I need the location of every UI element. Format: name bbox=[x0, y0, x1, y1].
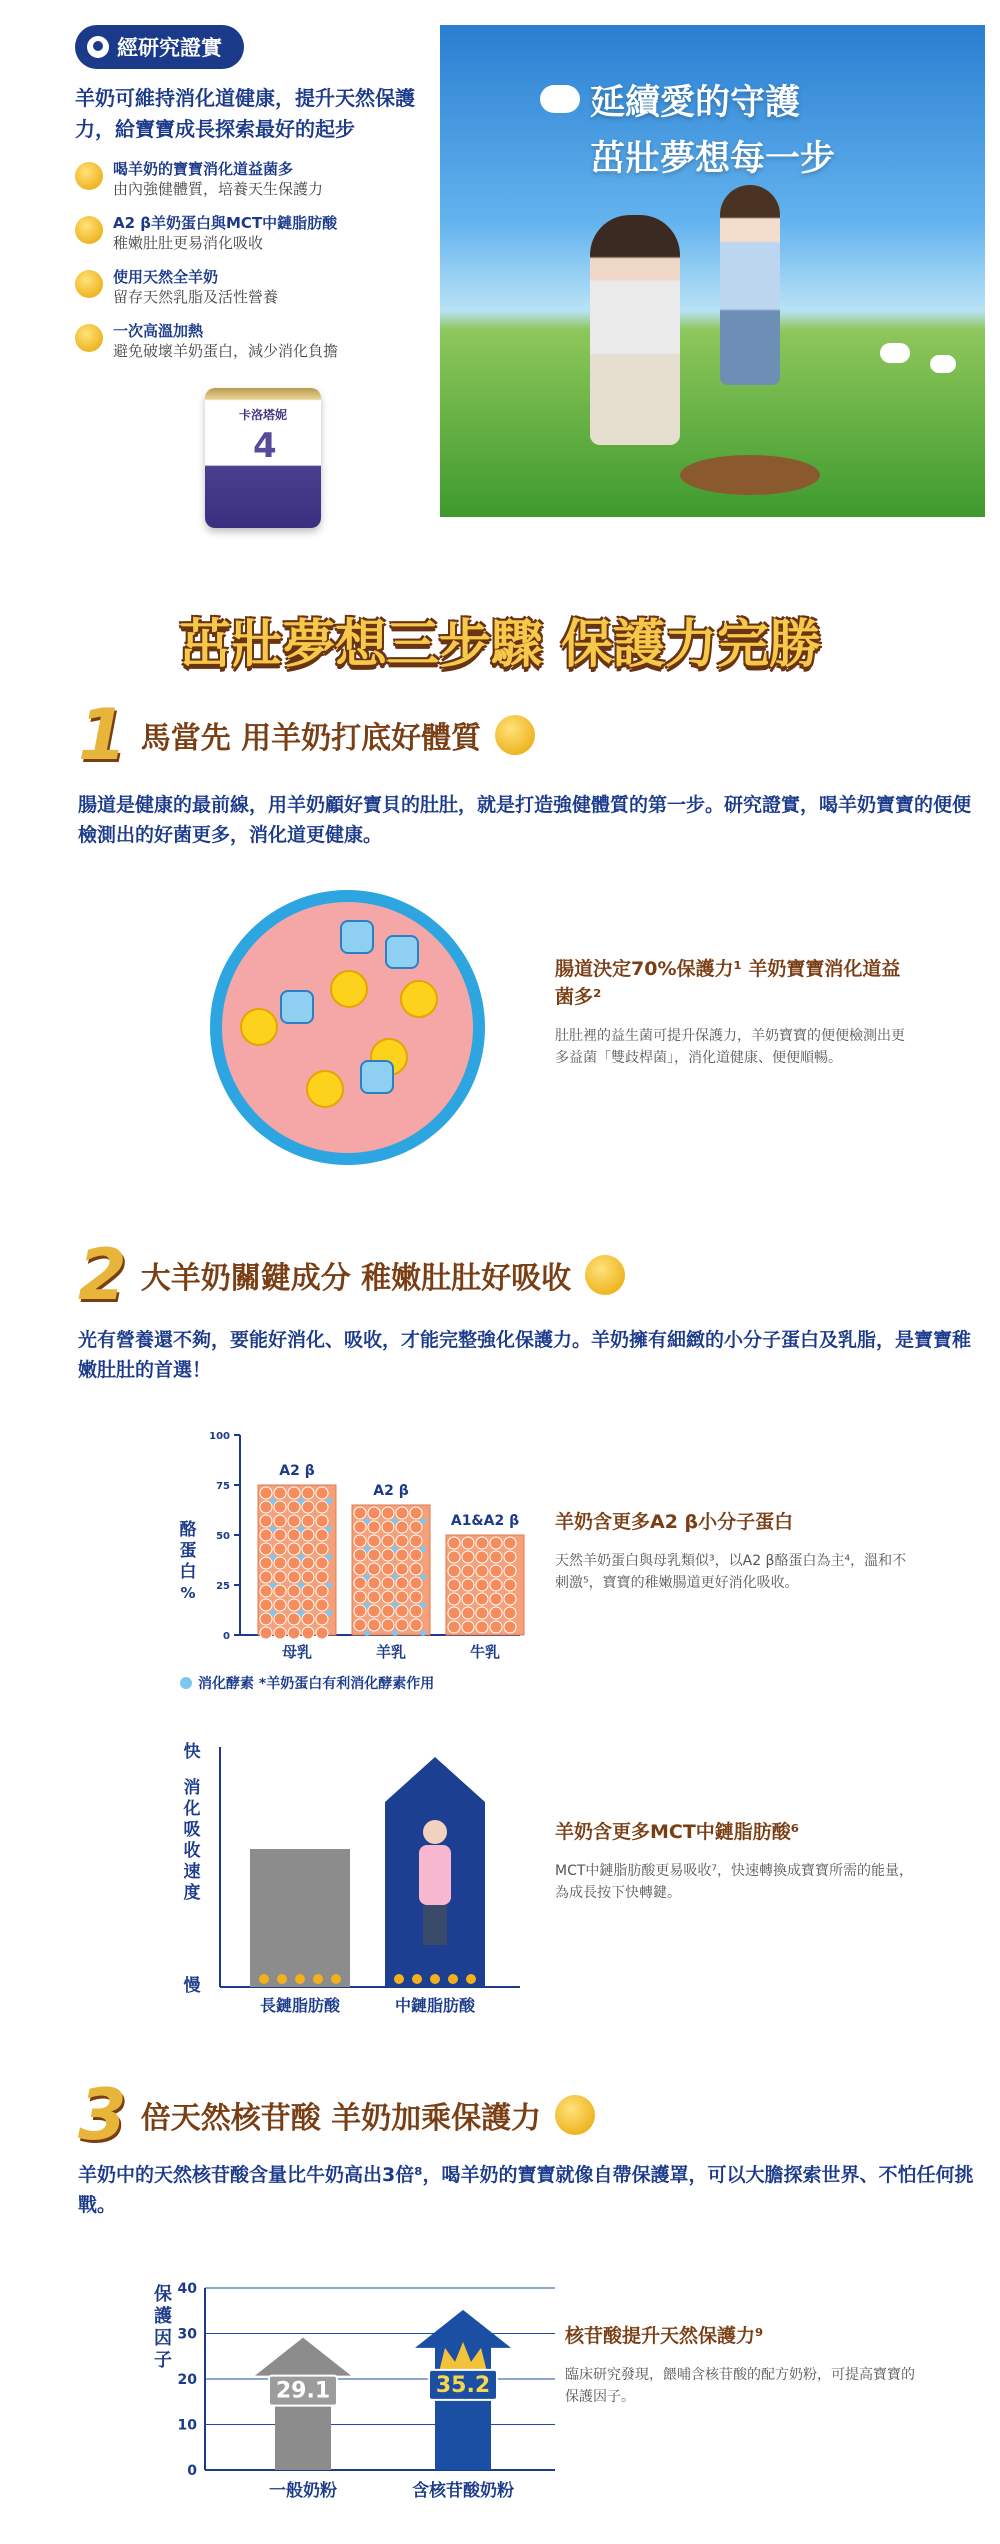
bead bbox=[260, 1543, 272, 1555]
girl-figure bbox=[423, 1905, 447, 1945]
fat-bead bbox=[295, 1974, 305, 1984]
bead bbox=[274, 1487, 286, 1499]
bead bbox=[260, 1613, 272, 1625]
bead bbox=[410, 1591, 422, 1603]
shield-icon bbox=[75, 162, 103, 190]
y-tick-label: 0 bbox=[223, 1631, 230, 1642]
bead bbox=[354, 1563, 366, 1575]
bead bbox=[448, 1537, 460, 1549]
section-number: 2 bbox=[78, 1234, 127, 1316]
legend-text: 消化酵素 *羊奶蛋白有利消化酵素作用 bbox=[198, 1676, 435, 1692]
bead bbox=[288, 1543, 300, 1555]
bead bbox=[462, 1551, 474, 1563]
bead bbox=[274, 1501, 286, 1513]
fat-bead bbox=[466, 1974, 476, 1984]
side-title: 核苷酸提升天然保護力⁹ bbox=[565, 2325, 764, 2347]
enzyme-dot bbox=[420, 1602, 426, 1608]
moon-icon bbox=[87, 36, 109, 58]
feature-title: 使用天然全羊奶 bbox=[113, 268, 219, 286]
intestine-icon bbox=[75, 216, 103, 244]
y-axis-label: 蛋 bbox=[179, 1541, 197, 1561]
bead bbox=[274, 1571, 286, 1583]
bead bbox=[504, 1551, 516, 1563]
hero-intro: 羊奶可維持消化道健康，提升天然保護力，給寶寶成長探索最好的起步 bbox=[75, 86, 415, 141]
bead bbox=[316, 1515, 328, 1527]
y-axis-bottom-label: 慢 bbox=[183, 1976, 201, 1996]
intestine-illustration bbox=[210, 890, 485, 1165]
bead bbox=[274, 1529, 286, 1541]
feature-item bbox=[75, 321, 445, 361]
bead bbox=[462, 1565, 474, 1577]
enzyme-dot bbox=[298, 1526, 304, 1532]
section2-desc: 光有營養還不夠，要能好消化、吸收，才能完整強化保護力。羊奶擁有細緻的小分子蛋白及乳脂，是寶寶稚嫩肚肚的首選！ bbox=[78, 1329, 972, 1381]
casein-chart bbox=[170, 1425, 540, 1705]
bead bbox=[354, 1535, 366, 1547]
enzyme-dot bbox=[270, 1554, 276, 1560]
can-brand: 卡洛塔妮 bbox=[238, 408, 287, 422]
bead bbox=[368, 1507, 380, 1519]
y-axis-label: 速 bbox=[183, 1862, 201, 1882]
x-tick-label: 牛乳 bbox=[469, 1643, 501, 1661]
side-desc: 肚肚裡的益生菌可提升保護力，羊奶寶寶的便便檢測出更多益菌「雙歧桿菌」，消化道健康、便便順暢。 bbox=[555, 1028, 905, 1066]
bead bbox=[410, 1563, 422, 1575]
fat-bead bbox=[331, 1974, 341, 1984]
section-title: 馬當先 用羊奶打底好體質 bbox=[140, 721, 482, 756]
bead bbox=[354, 1577, 366, 1589]
enzyme-dot bbox=[392, 1518, 398, 1524]
bead bbox=[260, 1487, 272, 1499]
enzyme-dot bbox=[270, 1582, 276, 1588]
bead bbox=[368, 1591, 380, 1603]
bead bbox=[396, 1535, 408, 1547]
feature-title: 一次高溫加熱 bbox=[113, 322, 204, 340]
bead bbox=[382, 1549, 394, 1561]
y-tick-label: 20 bbox=[177, 2372, 197, 2388]
bead bbox=[504, 1579, 516, 1591]
research-badge bbox=[75, 25, 244, 69]
bacteria-icon bbox=[306, 1070, 344, 1108]
enzyme-dot bbox=[326, 1498, 332, 1504]
side-title: 羊奶含更多A2 β小分子蛋白 bbox=[555, 1511, 794, 1533]
bead bbox=[302, 1627, 314, 1639]
bead bbox=[288, 1627, 300, 1639]
bead bbox=[316, 1571, 328, 1583]
y-tick-label: 25 bbox=[216, 1581, 230, 1592]
enzyme-dot bbox=[364, 1574, 370, 1580]
fat-bead bbox=[277, 1974, 287, 1984]
y-axis-top-label: 快 bbox=[183, 1742, 201, 1762]
bead bbox=[260, 1627, 272, 1639]
bead bbox=[396, 1591, 408, 1603]
enzyme-dot bbox=[364, 1518, 370, 1524]
bead bbox=[302, 1557, 314, 1569]
hero-image bbox=[440, 25, 985, 517]
bead bbox=[260, 1585, 272, 1597]
enzyme-dot bbox=[364, 1602, 370, 1608]
feature-desc: 由內強健體質，培養天生保護力 bbox=[113, 180, 324, 198]
bead bbox=[288, 1613, 300, 1625]
bacteria-icon bbox=[495, 715, 535, 755]
feature-desc: 避免破壞羊奶蛋白，減少消化負擔 bbox=[113, 342, 339, 360]
bead bbox=[382, 1577, 394, 1589]
bead bbox=[354, 1605, 366, 1617]
girl-figure bbox=[423, 1820, 447, 1844]
bar-label: A2 β bbox=[279, 1463, 315, 1479]
enzyme-dot bbox=[392, 1574, 398, 1580]
y-tick-label: 100 bbox=[209, 1431, 230, 1442]
bead bbox=[260, 1571, 272, 1583]
bead bbox=[410, 1535, 422, 1547]
section-number: 1 bbox=[78, 694, 127, 776]
bead bbox=[462, 1579, 474, 1591]
y-axis-label: 護 bbox=[154, 2306, 172, 2327]
bead bbox=[476, 1593, 488, 1605]
bead bbox=[410, 1507, 422, 1519]
tree-stump bbox=[680, 455, 820, 495]
enzyme-dot bbox=[298, 1498, 304, 1504]
virus-icon bbox=[360, 1060, 394, 1094]
bacteria-icon bbox=[400, 980, 438, 1018]
section2-side1 bbox=[555, 1508, 915, 1594]
bead bbox=[288, 1585, 300, 1597]
enzyme-dot bbox=[298, 1582, 304, 1588]
y-tick-label: 40 bbox=[177, 2281, 197, 2297]
bead bbox=[476, 1607, 488, 1619]
bead bbox=[274, 1599, 286, 1611]
heart-icon bbox=[75, 324, 103, 352]
virus-icon bbox=[340, 920, 374, 954]
section3-header bbox=[78, 2074, 595, 2156]
x-tick-label: 一般奶粉 bbox=[269, 2481, 337, 2501]
section2-side2 bbox=[555, 1818, 915, 1904]
bead bbox=[448, 1551, 460, 1563]
value-label: 29.1 bbox=[275, 2378, 331, 2404]
bead bbox=[288, 1571, 300, 1583]
y-tick-label: 30 bbox=[177, 2326, 197, 2343]
bead bbox=[260, 1515, 272, 1527]
enzyme-dot bbox=[392, 1630, 398, 1636]
bead bbox=[410, 1549, 422, 1561]
bead bbox=[396, 1577, 408, 1589]
fat-bead bbox=[259, 1974, 269, 1984]
bead bbox=[302, 1515, 314, 1527]
y-axis-label: 化 bbox=[183, 1799, 201, 1819]
bead bbox=[462, 1607, 474, 1619]
value-label: 35.2 bbox=[435, 2372, 491, 2398]
bead bbox=[368, 1521, 380, 1533]
y-tick-label: 10 bbox=[177, 2417, 197, 2434]
bead bbox=[462, 1621, 474, 1633]
bacteria-icon bbox=[330, 970, 368, 1008]
bead bbox=[382, 1619, 394, 1631]
enzyme-dot bbox=[392, 1602, 398, 1608]
enzyme-dot bbox=[392, 1546, 398, 1552]
fatty-acid-chart bbox=[170, 1735, 540, 2025]
bead bbox=[490, 1579, 502, 1591]
section1-side bbox=[555, 955, 915, 1069]
main-title: 茁壯夢想三步驟 保護力完勝 bbox=[178, 615, 822, 675]
bead bbox=[316, 1529, 328, 1541]
bead bbox=[274, 1613, 286, 1625]
bead bbox=[260, 1529, 272, 1541]
enzyme-dot bbox=[326, 1610, 332, 1616]
bead bbox=[288, 1529, 300, 1541]
enzyme-dot bbox=[326, 1526, 332, 1532]
section-title: 倍天然核苷酸 羊奶加乘保護力 bbox=[140, 2101, 542, 2136]
bead bbox=[490, 1607, 502, 1619]
bead bbox=[368, 1577, 380, 1589]
enzyme-dot bbox=[270, 1526, 276, 1532]
milk-drop-icon bbox=[75, 270, 103, 298]
bead bbox=[274, 1515, 286, 1527]
section1-desc: 腸道是健康的最前線，用羊奶顧好寶貝的肚肚，就是打造強健體質的第一步。研究證實，喝羊奶寶寶的便便檢測出的好菌更多，消化道更健康。 bbox=[78, 794, 972, 846]
bead bbox=[274, 1557, 286, 1569]
hero-title-line2: 茁壯夢想每一步 bbox=[590, 139, 836, 179]
bead bbox=[260, 1501, 272, 1513]
bead bbox=[354, 1521, 366, 1533]
virus-icon bbox=[385, 935, 419, 969]
bead bbox=[274, 1543, 286, 1555]
bead bbox=[302, 1571, 314, 1583]
section-title: 大羊奶關鍵成分 稚嫩肚肚好吸收 bbox=[140, 1261, 572, 1296]
enzyme-dot bbox=[420, 1546, 426, 1552]
side-desc: 天然羊奶蛋白與母乳類似³，以A2 β酪蛋白為主⁴，溫和不刺激⁵，寶寶的稚嫩腸道更好消化吸收。 bbox=[555, 1553, 907, 1591]
y-axis-label: 度 bbox=[183, 1883, 201, 1903]
x-tick-label: 含核苷酸奶粉 bbox=[412, 2481, 514, 2501]
fat-bead bbox=[412, 1974, 422, 1984]
bead bbox=[368, 1605, 380, 1617]
y-axis-label: 白 bbox=[179, 1562, 197, 1582]
badge-label: 經研究證實 bbox=[117, 36, 222, 60]
bead bbox=[368, 1619, 380, 1631]
enzyme-legend-icon bbox=[180, 1677, 192, 1689]
bead bbox=[396, 1507, 408, 1519]
bead bbox=[410, 1619, 422, 1631]
side-desc: MCT中鏈脂肪酸更易吸收⁷，快速轉換成寶寶所需的能量，為成長按下快轉鍵。 bbox=[555, 1863, 914, 1901]
bead bbox=[288, 1501, 300, 1513]
bead bbox=[396, 1563, 408, 1575]
enzyme-dot bbox=[298, 1554, 304, 1560]
x-tick-label: 母乳 bbox=[281, 1643, 313, 1661]
bead bbox=[490, 1537, 502, 1549]
x-tick-label: 長鏈脂肪酸 bbox=[259, 1996, 341, 2015]
y-axis-label: 收 bbox=[183, 1841, 201, 1861]
virus-icon bbox=[280, 990, 314, 1024]
y-axis-label: 酪 bbox=[179, 1520, 197, 1540]
feature-item bbox=[75, 267, 445, 307]
bead bbox=[490, 1551, 502, 1563]
bead bbox=[504, 1565, 516, 1577]
y-axis-label: 保 bbox=[154, 2284, 172, 2305]
side-title: 腸道決定70%保護力¹ 羊奶寶寶消化道益菌多² bbox=[555, 958, 901, 1008]
y-axis-label: 消 bbox=[183, 1778, 201, 1798]
bead bbox=[490, 1565, 502, 1577]
section3-side bbox=[565, 2322, 925, 2408]
section2-header bbox=[78, 1234, 625, 1316]
bead bbox=[274, 1627, 286, 1639]
shield-icon bbox=[555, 2095, 595, 2135]
bead bbox=[316, 1487, 328, 1499]
bacteria-icon bbox=[240, 1008, 278, 1046]
bead bbox=[396, 1619, 408, 1631]
side-desc: 臨床研究發現，餵哺含核苷酸的配方奶粉，可提高寶寶的保護因子。 bbox=[565, 2367, 915, 2405]
bead bbox=[302, 1599, 314, 1611]
bar-label: A2 β bbox=[373, 1483, 409, 1499]
girl-figure bbox=[419, 1845, 451, 1905]
bead bbox=[448, 1565, 460, 1577]
bead bbox=[302, 1529, 314, 1541]
goat-figure bbox=[930, 355, 956, 373]
enzyme-dot bbox=[420, 1574, 426, 1580]
bead bbox=[504, 1537, 516, 1549]
enzyme-dot bbox=[270, 1610, 276, 1616]
bead bbox=[448, 1621, 460, 1633]
intestine-icon bbox=[585, 1255, 625, 1295]
feature-desc: 稚嫩肚肚更易消化吸收 bbox=[113, 234, 264, 252]
bead bbox=[448, 1579, 460, 1591]
bead bbox=[260, 1599, 272, 1611]
y-tick-label: 0 bbox=[187, 2463, 197, 2479]
feature-title: 喝羊奶的寶寶消化道益菌多 bbox=[113, 160, 294, 178]
bead bbox=[448, 1607, 460, 1619]
bead bbox=[354, 1549, 366, 1561]
feature-title: A2 β羊奶蛋白與MCT中鏈脂肪酸 bbox=[113, 214, 338, 232]
bead bbox=[476, 1621, 488, 1633]
fat-bead bbox=[394, 1974, 404, 1984]
bead bbox=[288, 1599, 300, 1611]
bead bbox=[382, 1507, 394, 1519]
hero-left bbox=[75, 25, 445, 361]
mother-figure bbox=[590, 215, 680, 445]
fat-bead bbox=[313, 1974, 323, 1984]
bead bbox=[316, 1501, 328, 1513]
bead bbox=[382, 1521, 394, 1533]
bead bbox=[316, 1543, 328, 1555]
goat-figure bbox=[880, 343, 910, 363]
bead bbox=[302, 1585, 314, 1597]
hero-image-title bbox=[590, 75, 835, 187]
enzyme-dot bbox=[420, 1630, 426, 1636]
bead bbox=[316, 1585, 328, 1597]
bead bbox=[288, 1515, 300, 1527]
bead bbox=[396, 1521, 408, 1533]
enzyme-dot bbox=[326, 1582, 332, 1588]
bead bbox=[302, 1487, 314, 1499]
bead bbox=[382, 1591, 394, 1603]
bead bbox=[504, 1621, 516, 1633]
bead bbox=[354, 1619, 366, 1631]
bead bbox=[382, 1563, 394, 1575]
bead bbox=[368, 1563, 380, 1575]
y-axis-label: 子 bbox=[154, 2350, 172, 2371]
bar bbox=[250, 1849, 350, 1987]
feature-item bbox=[75, 213, 445, 253]
bead bbox=[396, 1605, 408, 1617]
bead bbox=[476, 1579, 488, 1591]
y-axis-unit: % bbox=[180, 1584, 196, 1602]
product-can bbox=[205, 388, 321, 528]
bead bbox=[288, 1487, 300, 1499]
enzyme-dot bbox=[364, 1546, 370, 1552]
bead bbox=[302, 1613, 314, 1625]
feature-item bbox=[75, 159, 445, 199]
bead bbox=[410, 1605, 422, 1617]
x-tick-label: 羊乳 bbox=[375, 1643, 407, 1661]
enzyme-dot bbox=[420, 1518, 426, 1524]
bead bbox=[448, 1593, 460, 1605]
y-axis-label: 吸 bbox=[183, 1820, 201, 1840]
bar-label: A1&A2 β bbox=[450, 1513, 520, 1529]
fat-bead bbox=[430, 1974, 440, 1984]
bead bbox=[490, 1621, 502, 1633]
bead bbox=[382, 1535, 394, 1547]
enzyme-dot bbox=[364, 1630, 370, 1636]
x-tick-label: 中鏈脂肪酸 bbox=[394, 1996, 476, 2015]
bead bbox=[316, 1627, 328, 1639]
bead bbox=[504, 1593, 516, 1605]
side-title: 羊奶含更多MCT中鏈脂肪酸⁶ bbox=[555, 1821, 800, 1843]
bead bbox=[396, 1549, 408, 1561]
enzyme-dot bbox=[270, 1498, 276, 1504]
bead bbox=[490, 1593, 502, 1605]
bead bbox=[462, 1593, 474, 1605]
bead bbox=[410, 1577, 422, 1589]
bead bbox=[302, 1543, 314, 1555]
y-axis-label: 因 bbox=[154, 2328, 172, 2349]
bead bbox=[260, 1557, 272, 1569]
child-figure bbox=[720, 185, 780, 385]
bead bbox=[274, 1585, 286, 1597]
feature-desc: 留存天然乳脂及活性營養 bbox=[113, 288, 279, 306]
bead bbox=[476, 1537, 488, 1549]
section3-desc: 羊奶中的天然核苷酸含量比牛奶高出3倍⁸，喝羊奶的寶寶就像自帶保護罩，可以大膽探索世界、不怕任何挑戰。 bbox=[78, 2164, 974, 2216]
hero-title-line1: 延續愛的守護 bbox=[590, 83, 801, 123]
can-stage: 4 bbox=[253, 426, 277, 466]
bead bbox=[316, 1613, 328, 1625]
y-tick-label: 50 bbox=[216, 1531, 230, 1542]
bead bbox=[316, 1557, 328, 1569]
bead bbox=[288, 1557, 300, 1569]
section-number: 3 bbox=[78, 2074, 127, 2156]
bead bbox=[476, 1565, 488, 1577]
bead bbox=[316, 1599, 328, 1611]
bead bbox=[368, 1535, 380, 1547]
bead bbox=[354, 1507, 366, 1519]
fat-bead bbox=[448, 1974, 458, 1984]
y-tick-label: 75 bbox=[216, 1481, 230, 1492]
bead bbox=[410, 1521, 422, 1533]
bead bbox=[476, 1551, 488, 1563]
bead bbox=[354, 1591, 366, 1603]
bead bbox=[368, 1549, 380, 1561]
cloud-icon bbox=[540, 85, 580, 113]
bead bbox=[382, 1605, 394, 1617]
bead bbox=[302, 1501, 314, 1513]
bead bbox=[462, 1537, 474, 1549]
protection-chart bbox=[145, 2270, 565, 2510]
section1-header bbox=[78, 694, 535, 776]
bead bbox=[504, 1607, 516, 1619]
enzyme-dot bbox=[298, 1610, 304, 1616]
enzyme-dot bbox=[326, 1554, 332, 1560]
